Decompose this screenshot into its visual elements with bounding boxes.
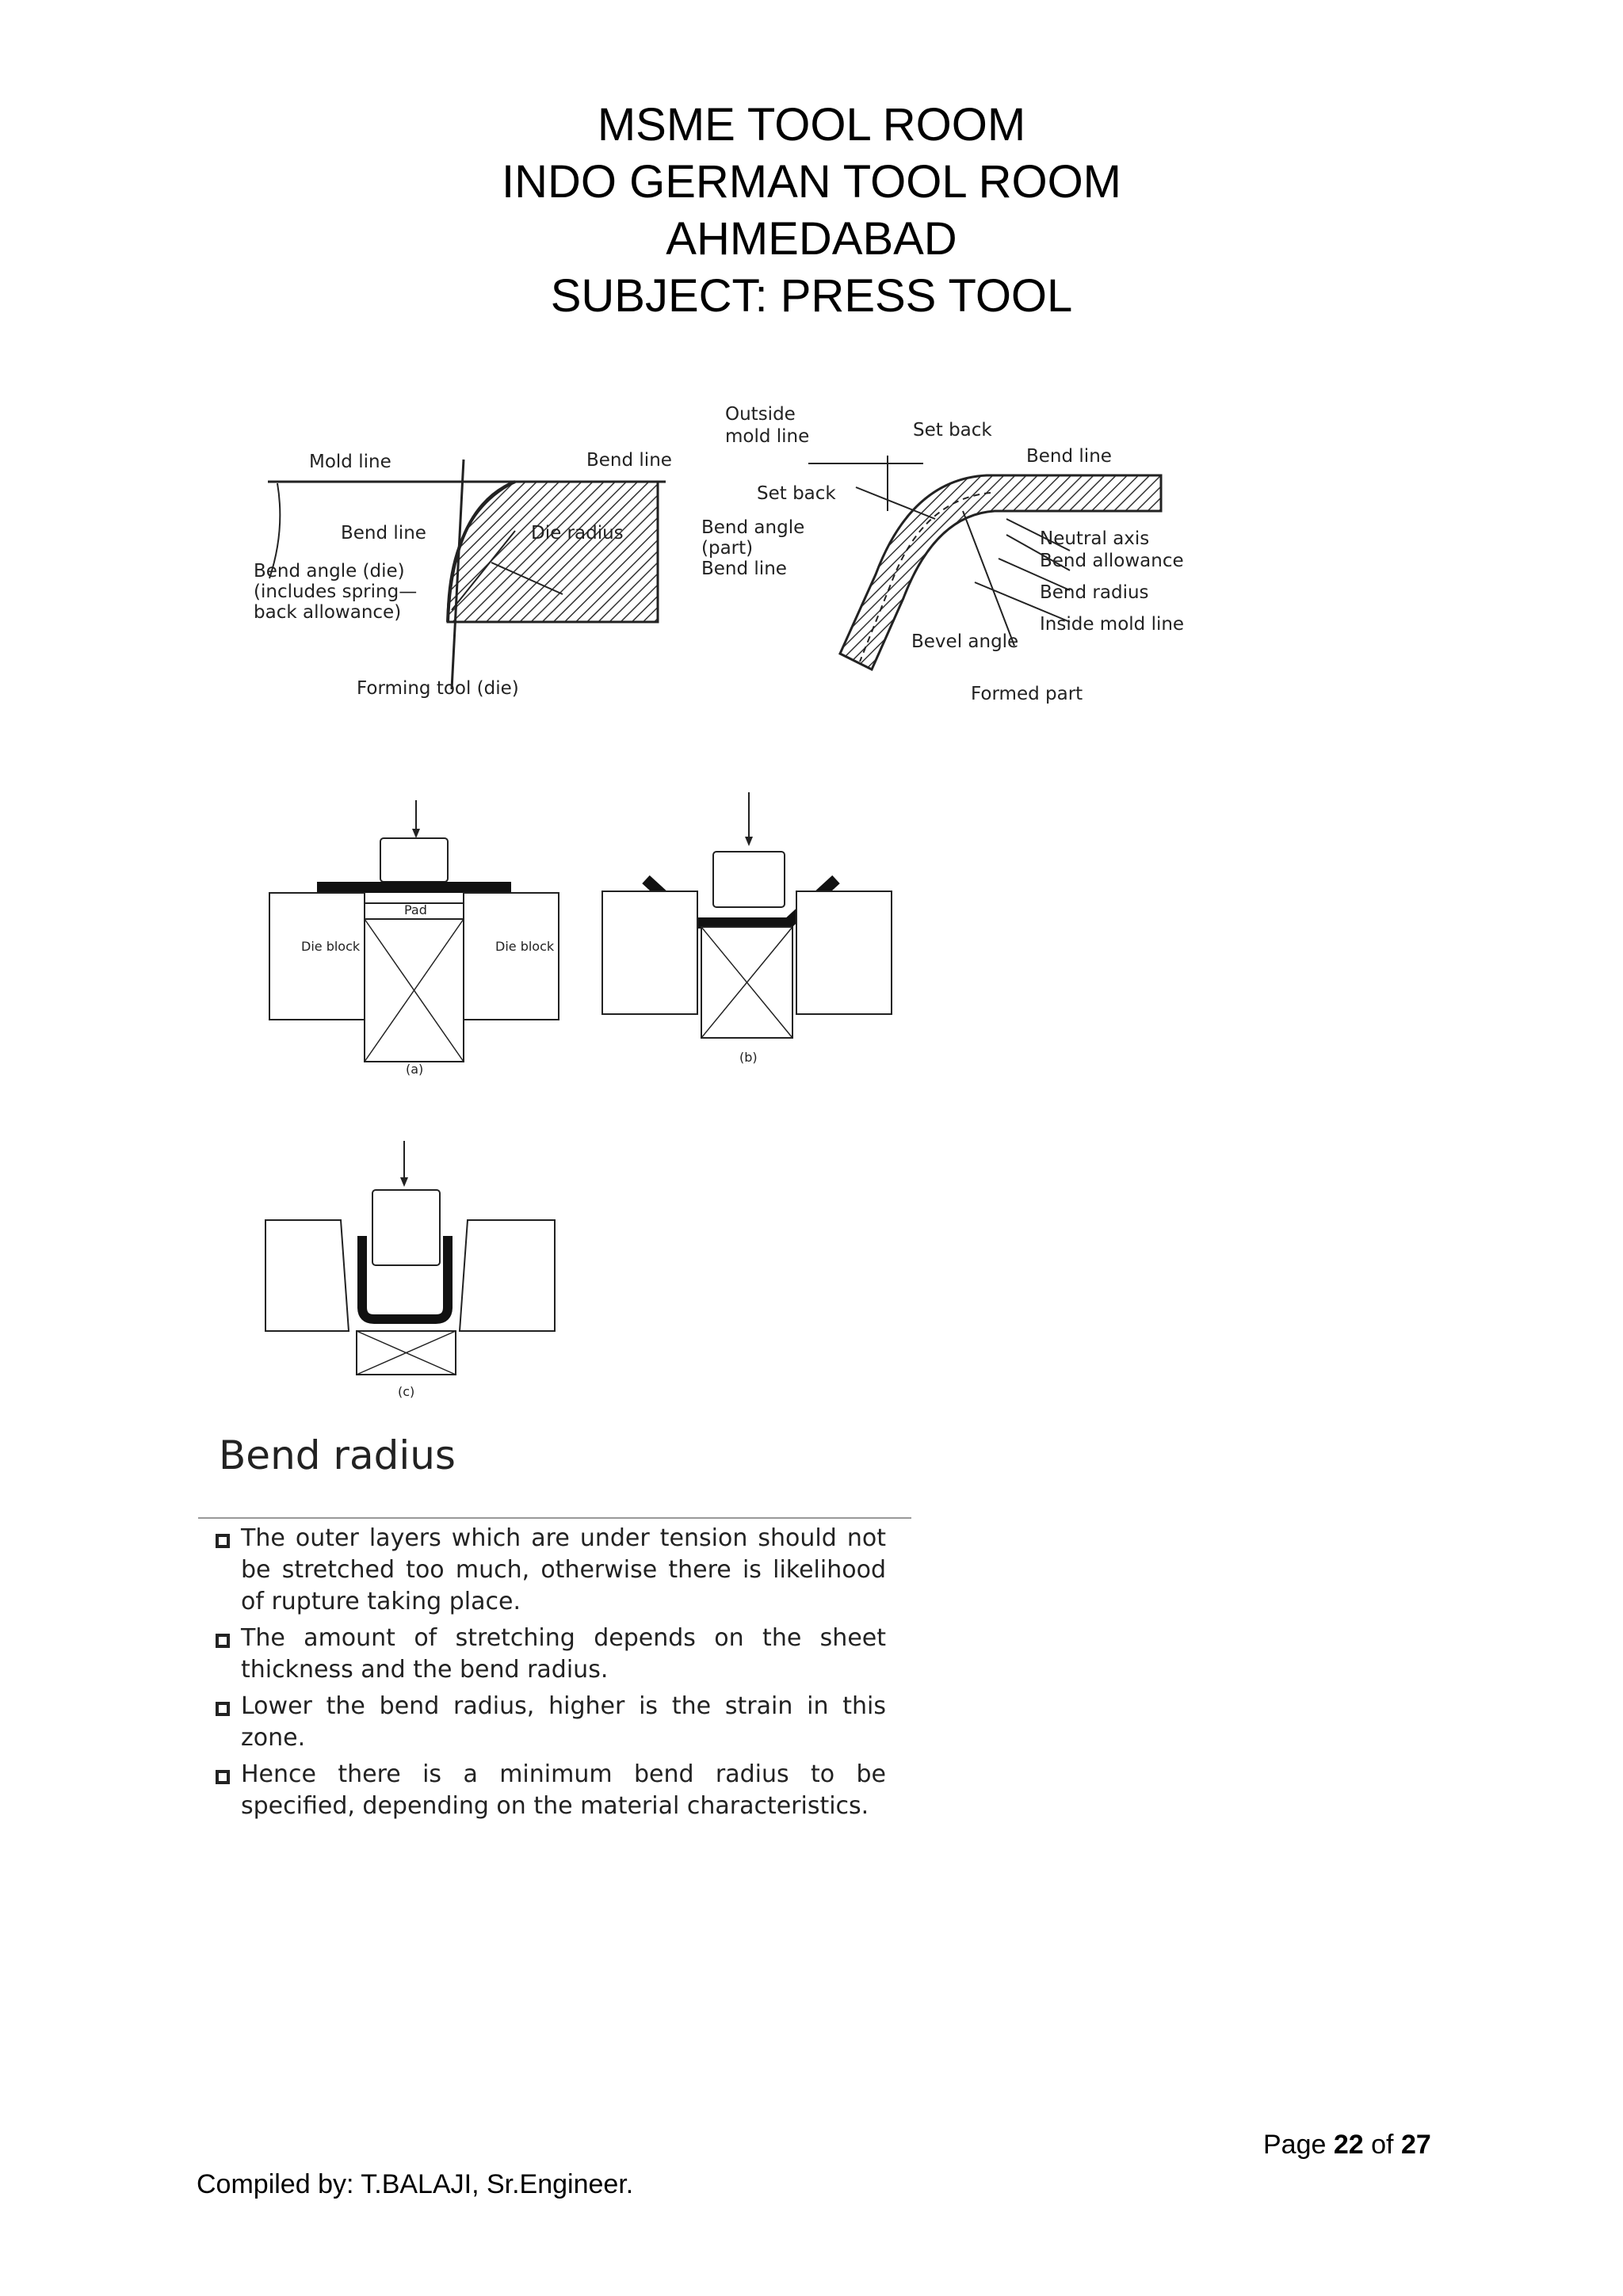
caption-forming-tool: Forming tool (die) [357,678,519,699]
label-bend-angle-die-3: back allowance) [254,602,402,623]
label-pad: Pad [404,902,427,917]
bullet-text: The outer layers which are under tension should not be stretched too much, otherwise there is likelihood of rupture taking place. [241,1524,886,1615]
header-line-3: AHMEDABAD [666,213,957,265]
header-line-2: INDO GERMAN TOOL ROOM [501,156,1121,208]
bullet-item [212,1523,886,1618]
label-bend-line-left: Bend line [341,523,426,543]
label-mold-line-outside: mold line [725,426,810,447]
caption-b: (b) [739,1050,758,1065]
label-bend-angle-part-1: Bend angle [701,517,805,538]
page-total: 27 [1400,2130,1431,2160]
compiled-by: Compiled by: T.BALAJI, Sr.Engineer. [197,2169,634,2199]
label-bend-angle-die-1: Bend angle (die) [254,561,405,582]
die-diagram-c [262,1141,563,1402]
bullet-item [212,1623,886,1686]
label-die-block-right: Die block [495,939,555,954]
bullet-square-icon [216,1770,230,1784]
label-bend-radius: Bend radius [1040,582,1149,603]
page-of: of [1363,2130,1401,2160]
caption-formed-part: Formed part [971,684,1083,704]
page-number [1263,2130,1431,2161]
section-title: Bend radius [219,1432,456,1478]
label-inside-mold-line: Inside mold line [1040,614,1185,635]
label-mold-line: Mold line [309,452,391,472]
caption-c: (c) [398,1384,415,1399]
page-prefix: Page [1263,2130,1334,2160]
label-bend-line-left-part: Bend line [701,559,787,579]
label-bend-angle-die-2: (includes spring— [254,582,418,602]
caption-a: (a) [406,1062,424,1077]
bullet-text: Lower the bend radius, higher is the strain in this zone. [241,1692,886,1752]
die-diagram-b [598,792,899,1077]
header-line-1: MSME TOOL ROOM [597,99,1026,151]
formed-part-diagram [697,400,1205,713]
label-set-back-top: Set back [913,420,992,441]
label-die-radius: Die radius [531,523,624,543]
bullet-square-icon [216,1634,230,1648]
page-current: 22 [1333,2130,1364,2160]
bullet-list [212,1523,886,1827]
bullet-text: Hence there is a minimum bend radius to be specified, depending on the material characteristics. [241,1760,886,1820]
label-die-block-left: Die block [301,939,361,954]
label-set-back-left: Set back [757,483,836,504]
document-header [0,97,1623,325]
header-line-4: SUBJECT: PRESS TOOL [550,270,1073,322]
label-bend-line-top: Bend line [586,450,672,471]
bullet-square-icon [216,1534,230,1548]
bullet-text: The amount of stretching depends on the sheet thickness and the bend radius. [241,1624,886,1684]
label-bend-angle-part-2: (part) [701,538,754,559]
bullet-item [212,1691,886,1754]
label-bend-allowance: Bend allowance [1040,551,1184,571]
forming-tool-diagram [254,428,697,713]
section-divider [198,1517,911,1519]
label-outside: Outside [725,404,796,425]
bullet-square-icon [216,1702,230,1716]
die-diagram-a [262,800,563,1077]
label-bend-line-part: Bend line [1026,446,1112,467]
label-bevel-angle: Bevel angle [911,631,1019,652]
bullet-item [212,1759,886,1822]
label-neutral-axis: Neutral axis [1040,528,1150,549]
